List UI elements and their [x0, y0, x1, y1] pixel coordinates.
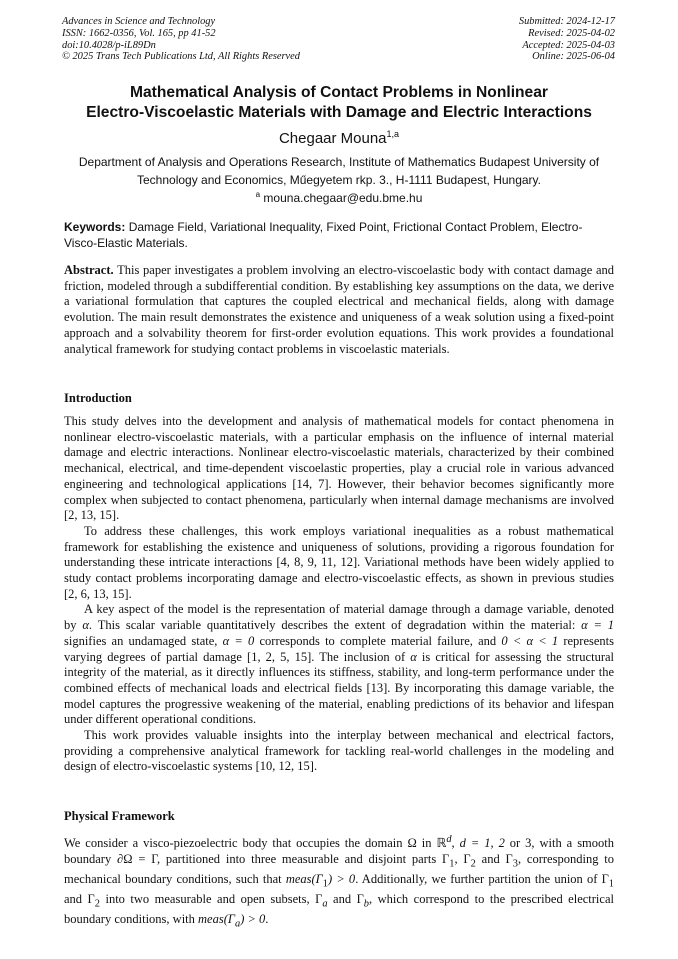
introduction-heading: Introduction — [64, 391, 132, 405]
abstract — [64, 263, 614, 357]
author-affiliation-mark: 1,a — [386, 129, 400, 139]
title-line-2: Electro-Viscoelastic Materials with Damage and Electric Interactions — [86, 104, 592, 121]
physical-paragraph: We consider a visco-piezoelectric body that occupies the domain Ω in ℝ$^d$, d = 1, 2 or 3, with a smooth boundary ∂Ω = Γ, partitioned into three measurable and disjoint parts $\Gamma_1$, $\Gamma_2$ and $\Gamma_3$, corresponding to mechanical boundary conditions, such that $meas(\Gamma_1) > 0$. Additionally, we further partition the union of $\Gamma_1$ and $\Gamma_2$ into two measurable and open subsets, $\Gamma_a$ and $\Gamma_b$, which correspond to the prescribed electrical boundary conditions, with $meas(\Gamma_a) > 0$. — [64, 834, 615, 930]
accepted-date: Accepted: 2025-04-03 — [522, 39, 615, 51]
journal-name: Advances in Science and Technology — [62, 16, 216, 27]
intro-paragraph-1: This study delves into the development and analysis of mathematical models for contact phenomena in nonlinear electro-viscoelastic materials, with a particular emphasis on the influence of internal material damage and electric interactions. Nonlinear electro-viscoelastic materials, characterized by their combined mechanical, electrical, and time-dependent viscoelastic properties, play a crucial role in various advanced engineering and technological applications [14, 7]. However, their behavior becomes significantly more complex when subjected to contact phenomena, particularly when internal damage mechanisms are involved [2, 13, 15]. — [64, 414, 614, 523]
email-mark: a — [255, 190, 261, 199]
introduction-body — [64, 414, 614, 775]
intro-paragraph-4: This work provides valuable insights into the interplay between mechanical and electrical factors, providing a comprehensive analytical framework for tackling real-world challenges in the modeling and design of electro-viscoelastic systems [10, 12, 15]. — [64, 728, 614, 774]
author-email — [0, 190, 678, 205]
affiliation-line-2: Technology and Economics, Műegyetem rkp. 3., H-1111 Budapest, Hungary. — [137, 173, 541, 187]
physical-framework-heading: Physical Framework — [64, 809, 175, 823]
abstract-label: Abstract. — [64, 263, 114, 277]
physical-framework-body — [64, 832, 614, 933]
journal-info — [62, 16, 300, 63]
email-address: mouna.chegaar@edu.bme.hu — [263, 191, 423, 205]
keywords-label: Keywords: — [64, 220, 126, 234]
affiliation-line-1: Department of Analysis and Operations Research, Institute of Mathematics Budapest University of — [78, 155, 600, 169]
author — [0, 129, 678, 147]
affiliation — [50, 153, 628, 189]
submitted-date: Submitted: 2024-12-17 — [518, 16, 615, 27]
keywords — [64, 219, 614, 251]
revised-date: Revised: 2025-04-02 — [528, 27, 615, 39]
paper-title — [40, 83, 638, 123]
publication-dates — [519, 16, 615, 63]
copyright: © 2025 Trans Tech Publications Ltd, All Rights Reserved — [62, 51, 300, 63]
intro-paragraph-2: To address these challenges, this work employs variational inequalities as a robust mathematical framework for establishing the existence and uniqueness of solutions, providing a rigorous foundation for understanding these intricate interactions [4, 8, 9, 11, 12]. Variational methods have been widely applied to study contact problems incorporating damage and electro-viscoelastic effects, as shown in previous studies [2, 6, 13, 15]. — [64, 523, 614, 601]
online-date: Online: 2025-06-04 — [532, 51, 615, 63]
issn: ISSN: 1662-0356, Vol. 165, pp 41-52 — [62, 27, 216, 39]
title-line-1: Mathematical Analysis of Contact Problems in Nonlinear — [130, 84, 548, 101]
intro-paragraph-3: A key aspect of the model is the representation of material damage through a damage variable, denoted by α. This scalar variable quantitatively describes the extent of degradation within the material: α = 1 signifies an undamaged state, α = 0 corresponds to complete material failure, and 0 < α < 1 represents varying degrees of partial damage [1, 2, 5, 15]. The inclusion of α is critical for assessing the structural integrity of the material, as it directly influences its stiffness, stability, and long-term performance under the combined effects of mechanical loads and electrical fields [13]. By incorporating this damage variable, the model captures the progressive weakening of the material, enabling predictions of its behavior and lifespan under different operational conditions. — [64, 602, 615, 727]
abstract-text: This paper investigates a problem involving an electro-viscoelastic body with contact damage and friction, modeled through a subdifferential condition. By establishing key assumptions on the data, we derive a variational formulation that captures the coupled electrical and mechanical fields, along with damage evolution. The main result demonstrates the existence and uniqueness of a weak solution using a fixed-point approach and a solvability theorem for first-order evolution equations. This work provides a foundational analytical framework for studying contact problems in viscoelastic materials. — [64, 263, 614, 356]
doi: doi:10.4028/p-iL89Dn — [62, 39, 156, 51]
author-name: Chegaar Mouna — [278, 130, 387, 147]
keywords-text: Damage Field, Variational Inequality, Fixed Point, Frictional Contact Problem, Electro-Visco-Elastic Materials. — [64, 220, 583, 250]
